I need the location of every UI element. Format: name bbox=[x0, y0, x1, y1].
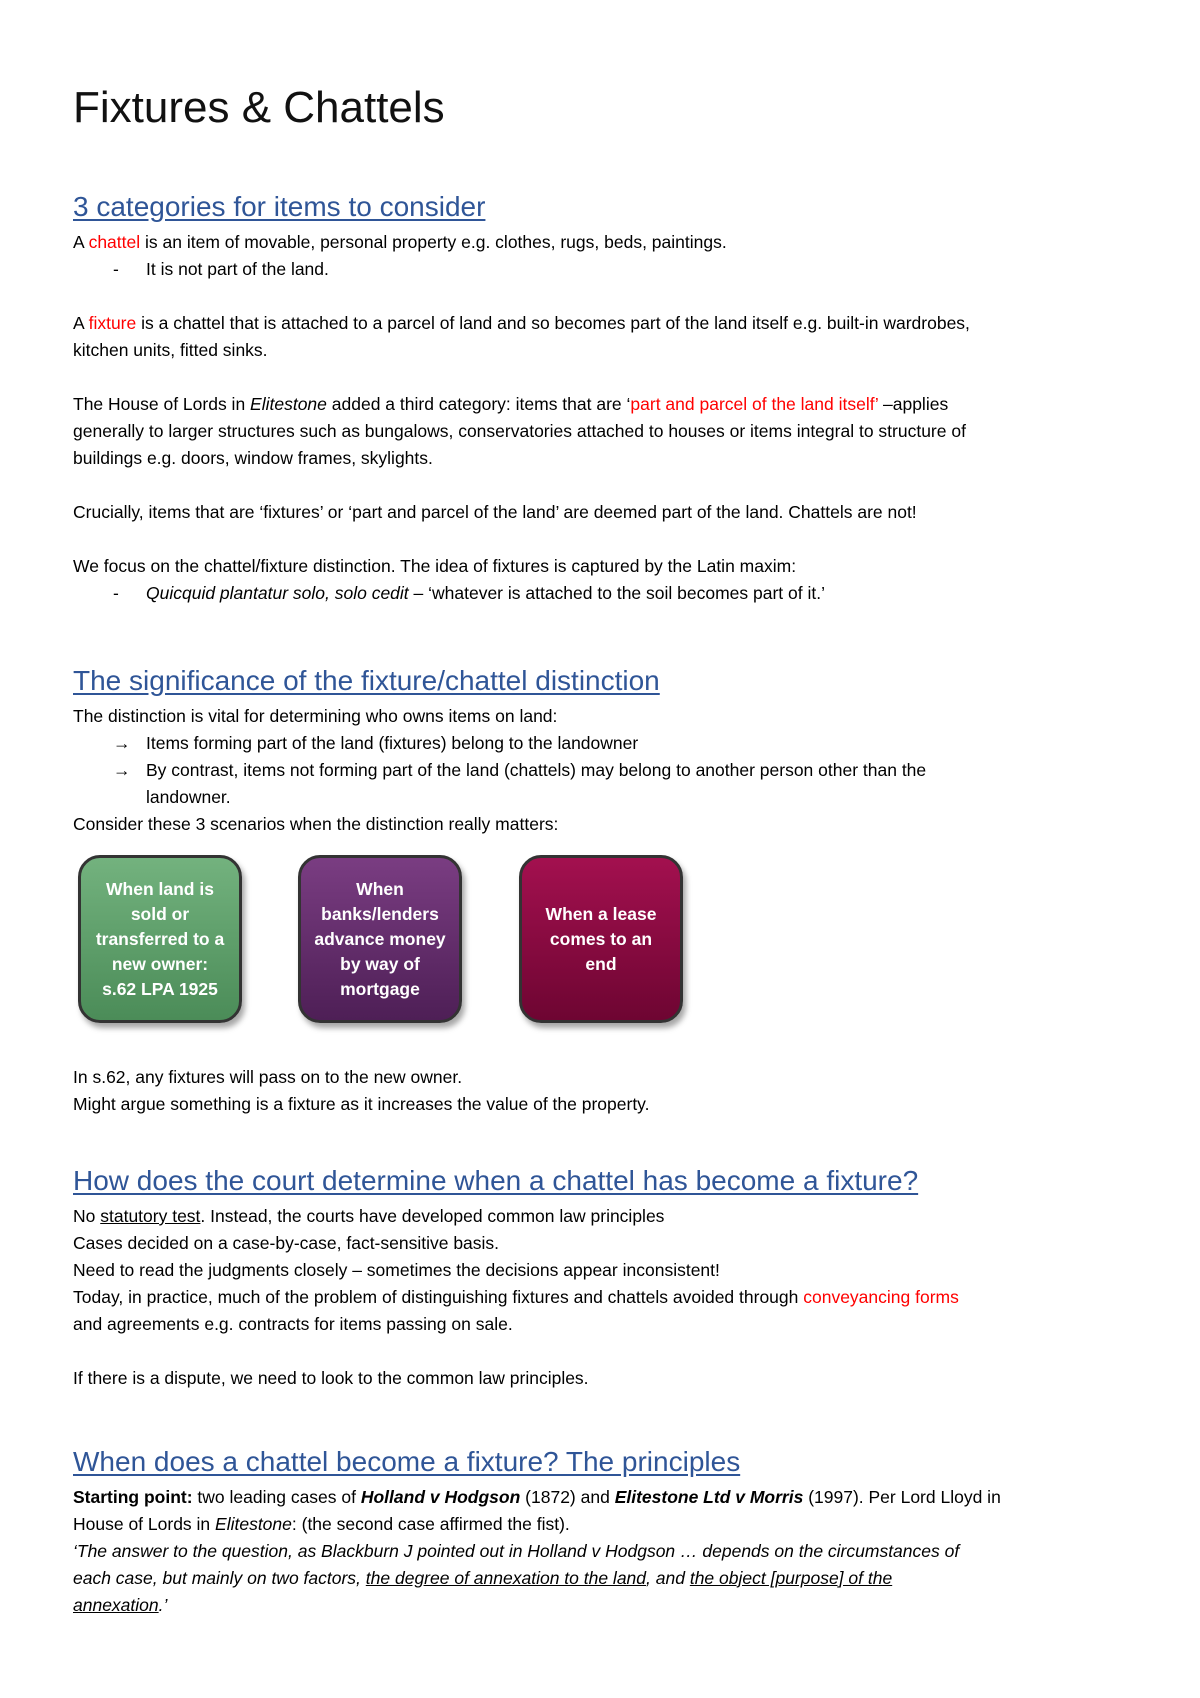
term-conveyancing-forms: conveyancing forms bbox=[803, 1287, 959, 1307]
s62-text: In s.62, any fixtures will pass on to the new owner. bbox=[73, 1067, 463, 1087]
underlined-factor: annexation bbox=[73, 1595, 159, 1615]
text: –applies bbox=[878, 394, 949, 414]
latin-maxim bbox=[146, 580, 825, 607]
label: Starting point: bbox=[73, 1487, 193, 1507]
arrow-icon: → bbox=[113, 760, 131, 780]
arrow-item-cont: landowner. bbox=[146, 787, 231, 807]
term-chattel: chattel bbox=[88, 232, 141, 252]
starting-point-text bbox=[73, 1484, 1001, 1511]
third-category bbox=[73, 391, 948, 418]
consider-text: Consider these 3 scenarios when the distinction really matters: bbox=[73, 814, 559, 834]
focus-text: We focus on the chattel/fixture distinction. The idea of fixtures is captured by the Latin maxim: bbox=[73, 556, 797, 576]
text: A bbox=[73, 313, 89, 333]
page-title: Fixtures & Chattels bbox=[73, 83, 445, 132]
section-heading-significance: The significance of the fixture/chattel distinction bbox=[73, 665, 660, 696]
text: .’ bbox=[158, 1595, 168, 1615]
underlined-term: statutory test bbox=[100, 1206, 201, 1226]
quote-line bbox=[73, 1565, 892, 1592]
text: each case, but mainly on two factors, bbox=[73, 1568, 366, 1588]
scenario-text: When a lease comes to an end bbox=[545, 903, 657, 974]
statutory-test-text bbox=[73, 1203, 664, 1230]
significance-intro: The distinction is vital for determining who owns items on land: bbox=[73, 706, 558, 726]
text: House of Lords in bbox=[73, 1514, 216, 1534]
case-name: Elitestone bbox=[250, 394, 327, 414]
term-fixture: fixture bbox=[88, 313, 137, 333]
fixture-definition-cont: kitchen units, fitted sinks. bbox=[73, 340, 268, 360]
text: added a third category: items that are ‘ bbox=[326, 394, 631, 414]
latin-text: Quicquid plantatur solo, solo cedit bbox=[146, 583, 409, 603]
maxim-translation: – ‘whatever is attached to the soil becomes part of it.’ bbox=[408, 583, 825, 603]
text: . Instead, the courts have developed common law principles bbox=[200, 1206, 665, 1226]
judgments-text: Need to read the judgments closely – sometimes the decisions appear inconsistent! bbox=[73, 1260, 720, 1280]
text: , and bbox=[646, 1568, 690, 1588]
text: is an item of movable, personal property e.g. clothes, rugs, beds, paintings. bbox=[140, 232, 727, 252]
third-category-cont2: buildings e.g. doors, window frames, skylights. bbox=[73, 448, 433, 468]
text: : (the second case affirmed the fist). bbox=[291, 1514, 570, 1534]
value-text: Might argue something is a fixture as it increases the value of the property. bbox=[73, 1094, 650, 1114]
case-name: Elitestone bbox=[215, 1514, 292, 1534]
case-name: Holland v Hodgson bbox=[360, 1487, 521, 1507]
conveyancing-text bbox=[73, 1284, 959, 1311]
text: (1872) and bbox=[520, 1487, 615, 1507]
scenario-boxes bbox=[78, 855, 778, 1035]
dispute-text: If there is a dispute, we need to look to the common law principles. bbox=[73, 1368, 589, 1388]
text: The House of Lords in bbox=[73, 394, 251, 414]
underlined-factor: the degree of annexation to the land bbox=[365, 1568, 647, 1588]
text: (1997). Per Lord Lloyd in bbox=[803, 1487, 1001, 1507]
scenario-box-mortgage bbox=[298, 855, 462, 1023]
scenario-box-lease-end bbox=[519, 855, 683, 1023]
scenario-box-land-sold bbox=[78, 855, 242, 1023]
bullet-dash: - bbox=[113, 583, 119, 603]
agreements-text: and agreements e.g. contracts for items passing on sale. bbox=[73, 1314, 513, 1334]
text: A bbox=[73, 232, 89, 252]
fixture-definition bbox=[73, 310, 970, 337]
section-heading-categories: 3 categories for items to consider bbox=[73, 191, 486, 222]
crucially-text: Crucially, items that are ‘fixtures’ or ‘part and parcel of the land’ are deemed part of the land. Chattels are not! bbox=[73, 502, 917, 522]
arrow-item: By contrast, items not forming part of the land (chattels) may belong to another person other than the bbox=[146, 760, 927, 780]
bullet-dash: - bbox=[113, 259, 119, 279]
section-heading-court-test: How does the court determine when a chattel has become a fixture? bbox=[73, 1165, 919, 1196]
text: is a chattel that is attached to a parcel of land and so becomes part of the land itself e.g. built-in wardrobes, bbox=[136, 313, 970, 333]
underlined-factor: the object [purpose] of the bbox=[689, 1568, 893, 1588]
term-part-and-parcel: part and parcel of the land itself’ bbox=[630, 394, 879, 414]
scenario-text: When banks/lenders advance money by way of mortgage bbox=[314, 878, 446, 999]
quote-line bbox=[73, 1592, 167, 1619]
case-by-case-text: Cases decided on a case-by-case, fact-sensitive basis. bbox=[73, 1233, 500, 1253]
case-name: Elitestone Ltd v Morris bbox=[614, 1487, 804, 1507]
arrow-item: Items forming part of the land (fixtures) belong to the landowner bbox=[146, 733, 639, 753]
text: two leading cases of bbox=[192, 1487, 361, 1507]
arrow-icon: → bbox=[113, 733, 131, 753]
chattel-bullet-text: It is not part of the land. bbox=[146, 259, 329, 279]
text: No bbox=[73, 1206, 101, 1226]
chattel-definition bbox=[73, 229, 727, 256]
quote-line: ‘The answer to the question, as Blackburn J pointed out in Holland v Hodgson … depends on the circumstances of bbox=[73, 1541, 960, 1561]
scenario-text: When land is sold or transferred to a new owner: s.62 LPA 1925 bbox=[95, 878, 225, 999]
third-category-cont: generally to larger structures such as bungalows, conservatories attached to houses or items integral to structure of bbox=[73, 421, 966, 441]
section-heading-principles: When does a chattel become a fixture? The principles bbox=[73, 1446, 741, 1477]
starting-point-cont bbox=[73, 1511, 570, 1538]
text: Today, in practice, much of the problem of distinguishing fixtures and chattels avoided through bbox=[73, 1287, 804, 1307]
